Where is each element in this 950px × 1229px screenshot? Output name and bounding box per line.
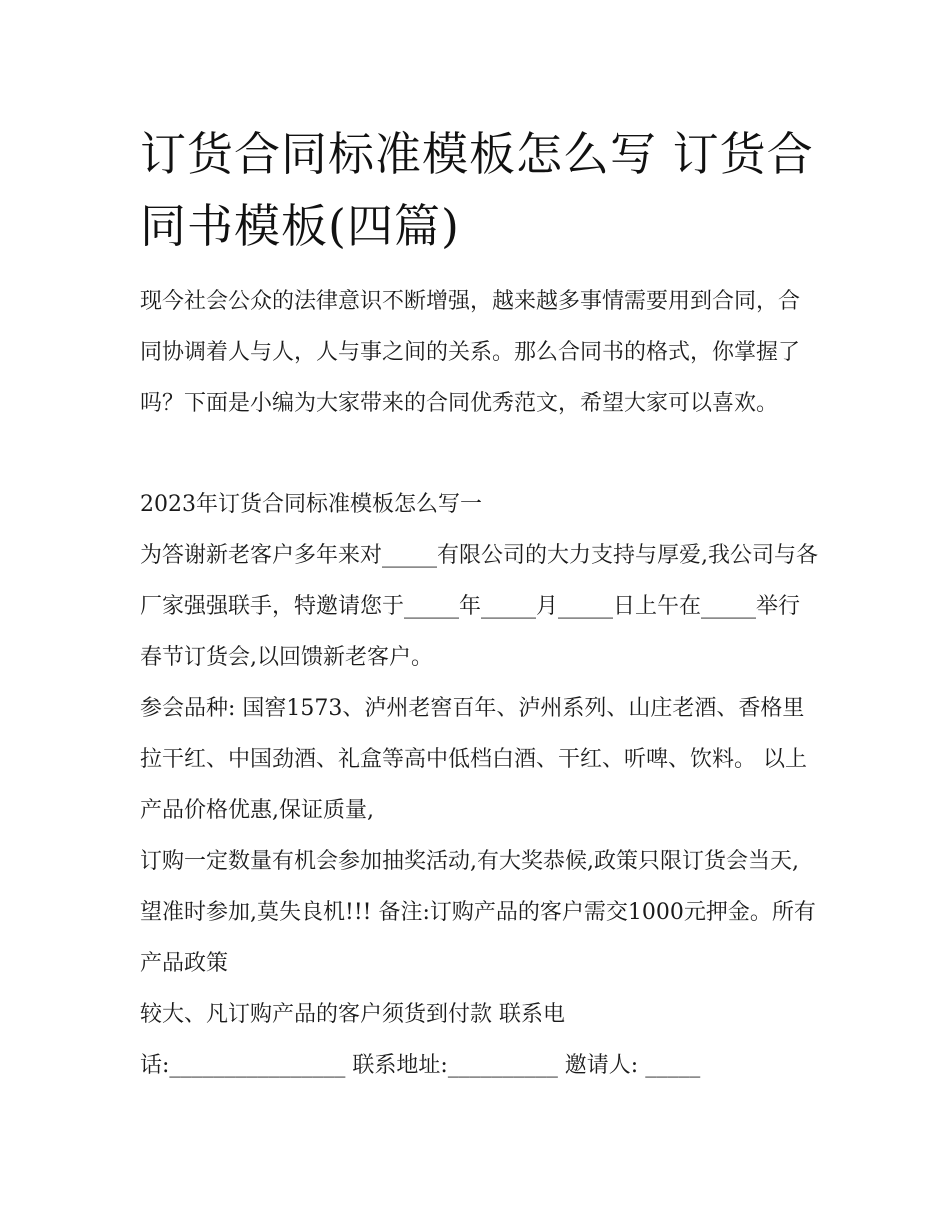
order-paragraph: 订购一定数量有机会参加抽奖活动,有大奖恭候,政策只限订货会当天,望准时参加,莫失良机!!! 备注:订购产品的客户需交1000元押金。所有产品政策 [140, 849, 816, 976]
document-title: 订货合同标准模板怎么写 订货合同书模板(四篇) [140, 127, 814, 253]
section-heading: 2023年订货合同标准模板怎么写一 [140, 492, 482, 517]
payment-note-paragraph: 较大、凡订购产品的客户须货到付款 联系电 [140, 1002, 565, 1027]
products-paragraph: 参会品种: 国窖1573、泸州老窖百年、泸州系列、山庄老酒、香格里拉干红、中国劲酒、礼盒等高中低档白酒、干红、听啤、饮料。 以上产品价格优惠,保证质量, [140, 696, 807, 823]
intro-paragraph: 现今社会公众的法律意识不断增强，越来越多事情需要用到合同，合同协调着人与人，人与事之间的关系。那么合同书的格式，你掌握了吗？下面是小编为大家带来的合同优秀范文，希望大家可以喜欢。 [140, 289, 801, 416]
contact-line: 话:________________ 联系地址:__________ 邀请人: _____ [140, 1053, 701, 1078]
invitation-paragraph: 为答谢新老客户多年来对_____有限公司的大力支持与厚爱,我公司与各厂家强强联手，特邀请您于_____年_____月_____日上午在_____举行春节订货会,以回馈新老客户。 [140, 543, 818, 670]
